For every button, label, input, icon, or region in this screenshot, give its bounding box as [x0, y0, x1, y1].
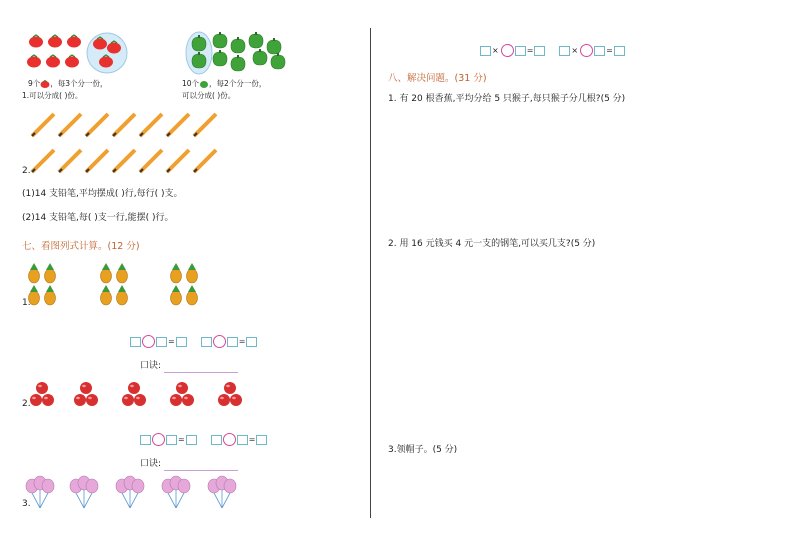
- answer-box[interactable]: [166, 435, 177, 445]
- section-7-q2-number: 2.: [22, 399, 31, 409]
- operator-circle[interactable]: [142, 335, 155, 348]
- answer-box[interactable]: [237, 435, 248, 445]
- tomato-group-icon: [22, 30, 132, 76]
- column-divider: [370, 28, 371, 518]
- apple-icon: [218, 394, 230, 406]
- equation-row-q1: [130, 335, 257, 348]
- apple-icon: [86, 394, 98, 406]
- apple-icon: [122, 394, 134, 406]
- section-7-q3-number: 3.: [22, 499, 31, 509]
- tomato-caption: 9个 ，每3个分一份，: [28, 79, 108, 88]
- balloon-bunch-icon: [162, 476, 190, 508]
- balloon-bunch-icon: [70, 476, 98, 508]
- answer-box[interactable]: [594, 46, 605, 56]
- answer-box[interactable]: [480, 46, 491, 56]
- operator-circle[interactable]: [580, 44, 593, 57]
- pencil-question-line2: (2)14 支铅笔,每( )支一行,能摆( )行。: [22, 213, 174, 223]
- answer-box[interactable]: [515, 46, 526, 56]
- pepper-icon: [199, 80, 209, 88]
- answer-box[interactable]: [130, 337, 141, 347]
- pineapple-icon: [29, 263, 40, 283]
- apple-icon: [176, 382, 188, 394]
- pencil-icon: [59, 114, 81, 136]
- times-sign: ×: [492, 45, 499, 55]
- section-8-title: 八、解决问题。(31 分): [388, 73, 487, 84]
- apple-icon: [128, 382, 140, 394]
- pencil-icon: [32, 150, 54, 172]
- operator-circle[interactable]: [152, 433, 165, 446]
- tomato-icon: [27, 55, 41, 68]
- operator-circle[interactable]: [213, 335, 226, 348]
- pineapple-icon: [101, 263, 112, 283]
- pencil-icon: [113, 150, 135, 172]
- pineapple-icon: [117, 263, 128, 283]
- pepper-icon: [253, 49, 267, 65]
- pepper-icon: [267, 38, 281, 54]
- pencil-icon: [59, 150, 81, 172]
- pineapple-icon: [171, 263, 182, 283]
- pepper-caption: 10个 ，每2个分一份，: [182, 79, 267, 88]
- pineapple-icon: [117, 285, 128, 305]
- apple-icon: [42, 394, 54, 406]
- pencil-icon: [140, 114, 162, 136]
- answer-box[interactable]: [534, 46, 545, 56]
- answer-box[interactable]: [176, 337, 187, 347]
- apple-icon: [182, 394, 194, 406]
- pepper-icon: [213, 32, 227, 48]
- apple-icon: [224, 382, 236, 394]
- pineapple-group-icon: [28, 262, 208, 310]
- pencil-question-line1: (1)14 支铅笔,平均摆成( )行,每行( )支。: [22, 189, 183, 199]
- answer-box[interactable]: [211, 435, 222, 445]
- tomato-icon: [29, 35, 43, 48]
- pineapple-icon: [45, 285, 56, 305]
- operator-circle[interactable]: [501, 44, 514, 57]
- balloon-bunch-icon: [116, 476, 144, 508]
- koujue-answer-line-2[interactable]: [164, 470, 238, 471]
- tomato-icon: [46, 55, 60, 68]
- koujue-answer-line-1[interactable]: [164, 372, 238, 373]
- pencil-icon: [194, 114, 216, 136]
- answer-box[interactable]: [614, 46, 625, 56]
- tomato-icon: [48, 35, 62, 48]
- equals-sign: =: [238, 336, 246, 346]
- section-7-q1-number: 1.: [22, 298, 31, 308]
- tomato-icon: [65, 55, 79, 68]
- apple-icon: [36, 382, 48, 394]
- koujue-label-1: 口诀:: [140, 361, 162, 371]
- apple-icon: [80, 382, 92, 394]
- pencil-icon: [167, 114, 189, 136]
- tomato-icon: [40, 80, 50, 88]
- apple-icon: [30, 394, 42, 406]
- pineapple-icon: [187, 285, 198, 305]
- pencil-icon: [86, 114, 108, 136]
- equation-row-q2: [140, 433, 267, 446]
- koujue-label-2: 口诀:: [140, 459, 162, 469]
- equals-sign: =: [526, 45, 534, 55]
- apple-icon: [230, 394, 242, 406]
- pepper-icon: [271, 53, 285, 69]
- section-7-title: 七、看图列式计算。(12 分): [22, 241, 140, 252]
- answer-box[interactable]: [186, 435, 197, 445]
- answer-box[interactable]: [246, 337, 257, 347]
- pepper-icon: [213, 50, 227, 66]
- pepper-question: 可以分成( )份。: [182, 91, 236, 100]
- balloon-bunch-icon: [208, 476, 236, 508]
- section-8-q2: 2. 用 16 元钱买 4 元一支的钢笔,可以买几支?(5 分): [388, 239, 596, 249]
- operator-circle[interactable]: [223, 433, 236, 446]
- pepper-icon: [231, 37, 245, 53]
- answer-box[interactable]: [201, 337, 212, 347]
- equals-sign: =: [248, 434, 256, 444]
- equals-sign: =: [606, 45, 613, 55]
- pencil-icon: [86, 150, 108, 172]
- apple-group-icon: [28, 380, 258, 412]
- pencil-group-icon: [30, 112, 220, 180]
- pineapple-icon: [187, 263, 198, 283]
- pineapple-icon: [45, 263, 56, 283]
- pencil-icon: [140, 150, 162, 172]
- pepper-icon: [249, 32, 263, 48]
- tomato-question: 1.可以分成( )份。: [22, 91, 83, 100]
- answer-box[interactable]: [156, 337, 167, 347]
- tomato-icon: [67, 35, 81, 48]
- balloon-group-icon: [26, 476, 246, 516]
- pencil-icon: [32, 114, 54, 136]
- answer-box[interactable]: [227, 337, 238, 347]
- pepper-group-icon: [182, 30, 292, 76]
- answer-box[interactable]: [140, 435, 151, 445]
- pineapple-icon: [171, 285, 182, 305]
- apple-icon: [134, 394, 146, 406]
- answer-box[interactable]: [256, 435, 267, 445]
- pencil-icon: [194, 150, 216, 172]
- equals-sign: =: [178, 434, 185, 444]
- apple-icon: [74, 394, 86, 406]
- section-8-q3: 3.领帽子。(5 分): [388, 445, 458, 455]
- equals-sign: =: [168, 336, 175, 346]
- apple-icon: [170, 394, 182, 406]
- section-8-q1: 1. 有 20 根香蕉,平均分给 5 只猴子,每只猴子分几根?(5 分): [388, 94, 626, 104]
- pencil-icon: [113, 114, 135, 136]
- times-sign: ×: [571, 45, 579, 55]
- pencil-icon: [167, 150, 189, 172]
- top-equation-row: [480, 44, 625, 57]
- pencil-question-number: 2.: [22, 166, 31, 176]
- pepper-icon: [231, 55, 245, 71]
- pineapple-icon: [101, 285, 112, 305]
- answer-box[interactable]: [559, 46, 570, 56]
